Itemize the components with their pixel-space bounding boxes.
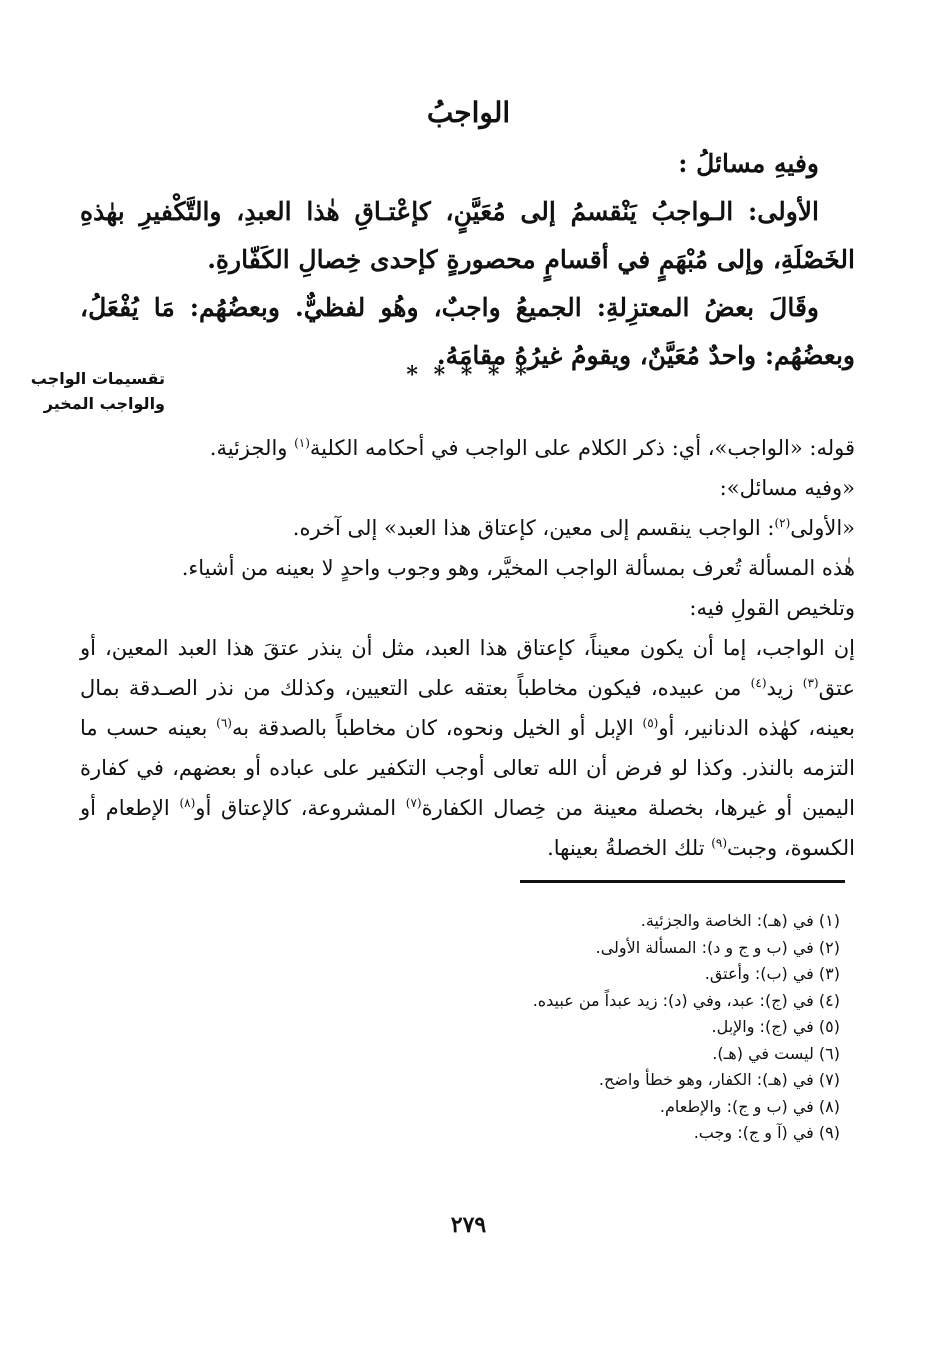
text-run: إن الواجب، إما أن يكون معيناً، كإعتاق هذا العبد، مثل أن ينذر عتقَ هذا العبد المعين، أو عتق bbox=[80, 636, 855, 700]
text-run: والجزئية. bbox=[209, 436, 295, 460]
footnote: (٤) في (ج): عبد، وفي (د): زيد عبداً من عبيده. bbox=[532, 990, 840, 1010]
footnote: (٩) في (آ و ج): وجب. bbox=[693, 1123, 840, 1142]
footnotes bbox=[80, 908, 840, 1147]
footnote: (٥) في (ج): والإبل. bbox=[711, 1017, 840, 1036]
text-run: الإطعام أو الكسوة، وجبت bbox=[80, 796, 855, 860]
footnote: (٢) في (ب و ج و د): المسألة الأولى. bbox=[595, 937, 840, 957]
commentary-paragraph bbox=[80, 508, 855, 548]
text-run: : الواجب ينقسم إلى معين، كإعتاق هذا العبد» إلى آخره. bbox=[292, 516, 775, 540]
text-run: قوله: «الواجب»، أي: ذكر الكلام على الواجب في أحكامه الكلية bbox=[309, 436, 855, 460]
text-run: المشروعة، كالإعتاق أو bbox=[195, 796, 406, 820]
text-run: من عبيده، فيكون مخاطباً بعتقه على التعيين، وكذلك من نذر الصـدقة بمال بعينه، كهٰذه الدنانير، أو bbox=[80, 676, 855, 740]
main-text bbox=[80, 140, 855, 380]
footnote-ref: (١) bbox=[294, 436, 310, 450]
text-run: «الأولى bbox=[790, 516, 855, 540]
section-separator: * * * * * bbox=[406, 362, 531, 388]
footnote-ref: (٢) bbox=[774, 516, 791, 530]
footnote-ref: (٤) bbox=[750, 676, 767, 690]
text-run: بعينه حسب ما التزمه بالنذر. وكذا لو فرض أن الله تعالى أوجب التكفير على عباده أو بعضهم، في كفارة اليمين أو غيرها، بخصلة معينة من خِصال الكفارة bbox=[80, 716, 855, 820]
commentary-text bbox=[80, 428, 855, 868]
page-number: ٢٧٩ bbox=[450, 1212, 487, 1238]
text-run: زيد bbox=[766, 676, 803, 700]
commentary-paragraph: هٰذه المسألة تُعرف بمسألة الواجب المخيَّر، وهو وجوب واحدٍ لا بعينه من أشياء. bbox=[181, 556, 855, 580]
footnote-ref: (٣) bbox=[802, 676, 819, 690]
commentary-paragraph: وتلخيص القولِ فيه: bbox=[689, 596, 855, 620]
footnote-ref: (٧) bbox=[405, 796, 422, 810]
text-run: الإبل أو الخيل ونحوه، كان مخاطباً بالصدقة به bbox=[231, 716, 643, 740]
footnote: (٧) في (هـ): الكفار، وهو خطأ واضح. bbox=[598, 1070, 840, 1089]
footnote-ref: (٨) bbox=[179, 796, 196, 810]
chapter-title: الواجبُ bbox=[426, 96, 511, 129]
margin-note-line: والواجب المخير bbox=[43, 394, 165, 413]
footnote: (٦) ليست في (هـ). bbox=[712, 1043, 840, 1063]
commentary-paragraph bbox=[80, 628, 855, 868]
footnote: (٣) في (ب): وأعتق. bbox=[704, 964, 840, 983]
footnote-ref: (٥) bbox=[642, 716, 659, 730]
commentary-paragraph bbox=[80, 428, 855, 468]
margin-note-line: تقسيمات الواجب bbox=[30, 369, 165, 388]
footnote-ref: (٦) bbox=[216, 716, 232, 730]
matn-paragraph: وفيهِ مسائلُ : bbox=[678, 149, 819, 178]
footnote-divider bbox=[520, 880, 845, 883]
footnote-ref: (٩) bbox=[711, 836, 728, 850]
footnote: (٨) في (ب و ج): والإطعام. bbox=[659, 1096, 840, 1116]
commentary-paragraph: «وفيه مسائل»: bbox=[719, 476, 855, 500]
text-run: تلك الخصلةُ بعينها. bbox=[547, 836, 712, 860]
matn-paragraph: وقَالَ بعضُ المعتزِلةِ: الجميعُ واجبٌ، وهُو لفظيٌّ. وبعضُهُم: مَا يُفْعَلُ، وبعضُهُم: واحدٌ مُعَيَّنٌ، ويقومُ غيرُهُ مقامَهُ. bbox=[80, 293, 855, 370]
footnote: (١) في (هـ): الخاصة والجزئية. bbox=[640, 911, 840, 930]
matn-paragraph: الأولى: الـواجبُ يَنْقسمُ إلى مُعَيَّنٍ، كإعْتـاقِ هٰذا العبدِ، والتَّكْفيرِ بهٰذهِ الخَصْلَةِ، وإلى مُبْهَمٍ في أقسامٍ محصورةٍ كإحدى خِصالِ الكَفّارةِ. bbox=[80, 197, 855, 274]
